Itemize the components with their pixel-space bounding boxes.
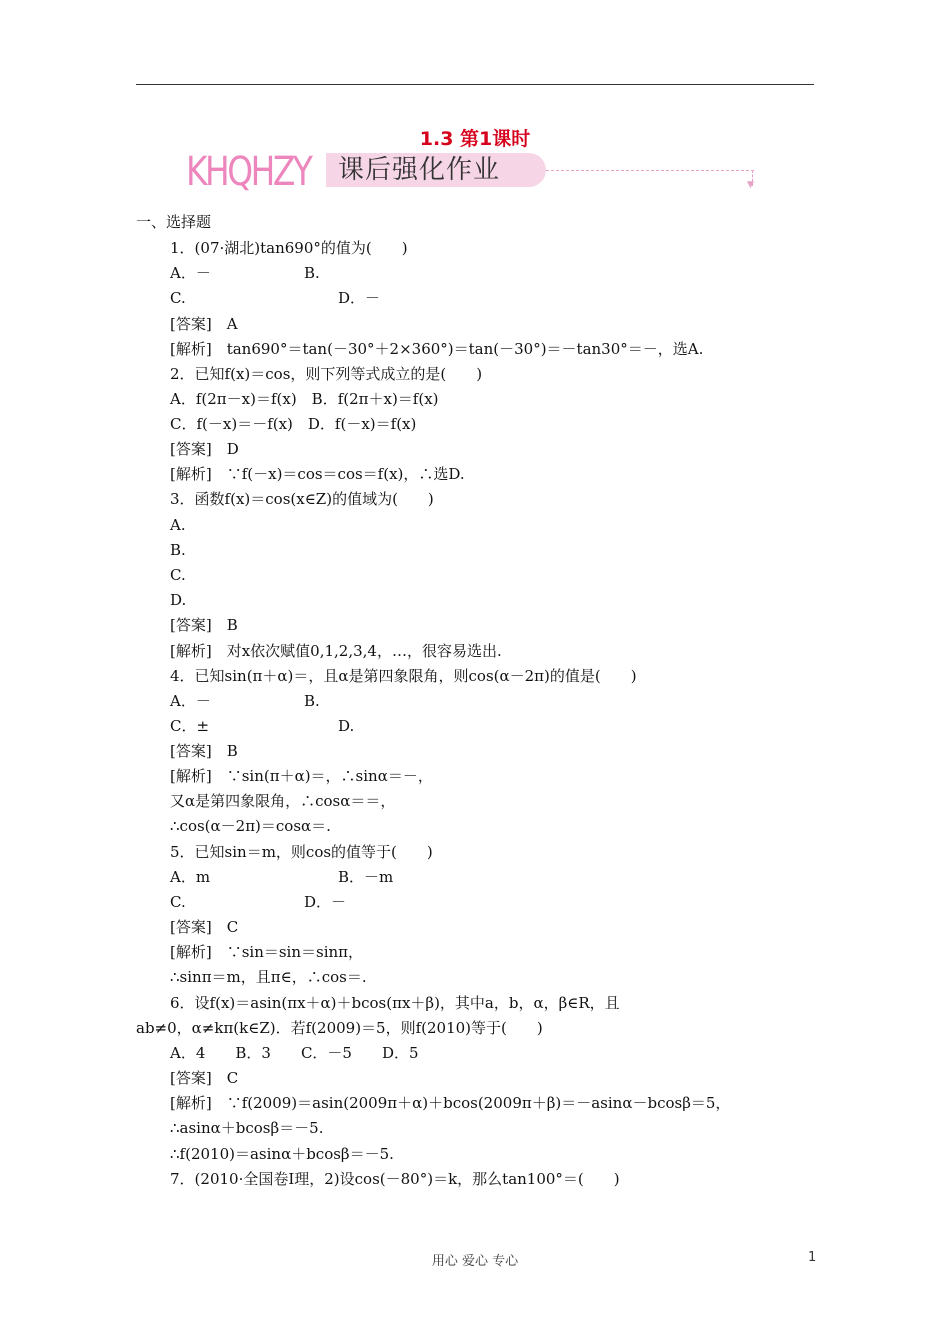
text-line: 一、选择题 [136, 213, 212, 231]
text-line: C．± [170, 717, 210, 735]
text-line: C. [170, 893, 186, 911]
text-line: ab≠0，α≠kπ(k∈Z)．若f(2009)＝5，则f(2010)等于( ) [136, 1019, 543, 1037]
text-line: [答案] A [170, 315, 238, 333]
text-line: [答案] B [170, 616, 238, 634]
header-rule [136, 84, 814, 85]
text-line: 7．(2010·全国卷Ⅰ理，2)设cos(－80°)＝k，那么tan100°＝( ) [170, 1170, 620, 1188]
text-line: D. [170, 591, 187, 609]
text-line: C．f(－x)＝－f(x) D．f(－x)＝f(x) [170, 415, 417, 433]
text-line: C. [170, 566, 186, 584]
text-line: D. [338, 717, 355, 735]
text-line: 3．函数f(x)＝cos(x∈Z)的值域为( ) [170, 490, 434, 508]
arrow-down-icon: ▼ [747, 180, 754, 190]
text-line: B. [304, 692, 320, 710]
text-line: [解析] tan690°＝tan(－30°＋2×360°)＝tan(－30°)＝－tan30°＝－，选A. [170, 340, 704, 358]
text-line: 1．(07·湖北)tan690°的值为( ) [170, 239, 408, 257]
text-line: A．－ [170, 264, 211, 282]
banner-label: 课后强化作业 [326, 153, 546, 187]
page-number: 1 [808, 1250, 817, 1265]
text-line: [解析] ∵f(2009)＝asin(2009π＋α)＋bcos(2009π＋β)＝－asinα－bcosβ＝5， [170, 1094, 731, 1112]
text-line: ∴sinπ＝m，且π∈，∴cos＝. [170, 968, 367, 986]
text-line: 2．已知f(x)＝cos，则下列等式成立的是( ) [170, 365, 483, 383]
banner-dotted-line [546, 170, 754, 171]
text-line: ∴f(2010)＝asinα＋bcosβ＝－5. [170, 1145, 394, 1163]
homework-banner [186, 150, 766, 198]
text-line: D．－ [304, 893, 347, 911]
text-line: [答案] B [170, 742, 238, 760]
text-line: A. [170, 516, 186, 534]
text-line: [答案] C [170, 918, 239, 936]
text-line: 又α是第四象限角，∴cosα＝＝， [170, 792, 396, 810]
text-line: ∴asinα＋bcosβ＝－5. [170, 1119, 324, 1137]
text-line: B. [170, 541, 186, 559]
text-line: B．－m [338, 868, 394, 886]
section-title: 1.3 第1课时 [419, 128, 531, 150]
text-line: D．－ [338, 289, 381, 307]
banner-logo: KHQHZY [186, 149, 311, 195]
footer-motto: 用心 爱心 专心 [431, 1254, 519, 1269]
text-line: [解析] 对x依次赋值0,1,2,3,4，…，很容易选出. [170, 642, 502, 660]
text-line: [解析] ∵sin(π＋α)＝，∴sinα＝－， [170, 767, 433, 785]
text-line: [解析] ∵sin＝sin＝sinπ， [170, 943, 364, 961]
text-line: A．f(2π－x)＝f(x) B．f(2π＋x)＝f(x) [170, 390, 439, 408]
text-line: A．m [170, 868, 211, 886]
text-line: 4．已知sin(π＋α)＝，且α是第四象限角，则cos(α－2π)的值是( ) [170, 667, 637, 685]
text-line: B. [304, 264, 320, 282]
text-line: ∴cos(α－2π)＝cosα＝. [170, 817, 331, 835]
text-line: 5．已知sin＝m，则cos的值等于( ) [170, 843, 433, 861]
text-line: A．4 B．3 C．－5 D．5 [170, 1044, 419, 1062]
text-line: A．－ [170, 692, 211, 710]
text-line: 6．设f(x)＝asin(πx＋α)＋bcos(πx＋β)，其中a，b，α，β∈R，且 [170, 994, 620, 1012]
text-line: [解析] ∵f(－x)＝cos＝cos＝f(x)，∴选D. [170, 465, 465, 483]
text-line: [答案] C [170, 1069, 239, 1087]
text-line: [答案] D [170, 440, 239, 458]
text-line: C. [170, 289, 186, 307]
